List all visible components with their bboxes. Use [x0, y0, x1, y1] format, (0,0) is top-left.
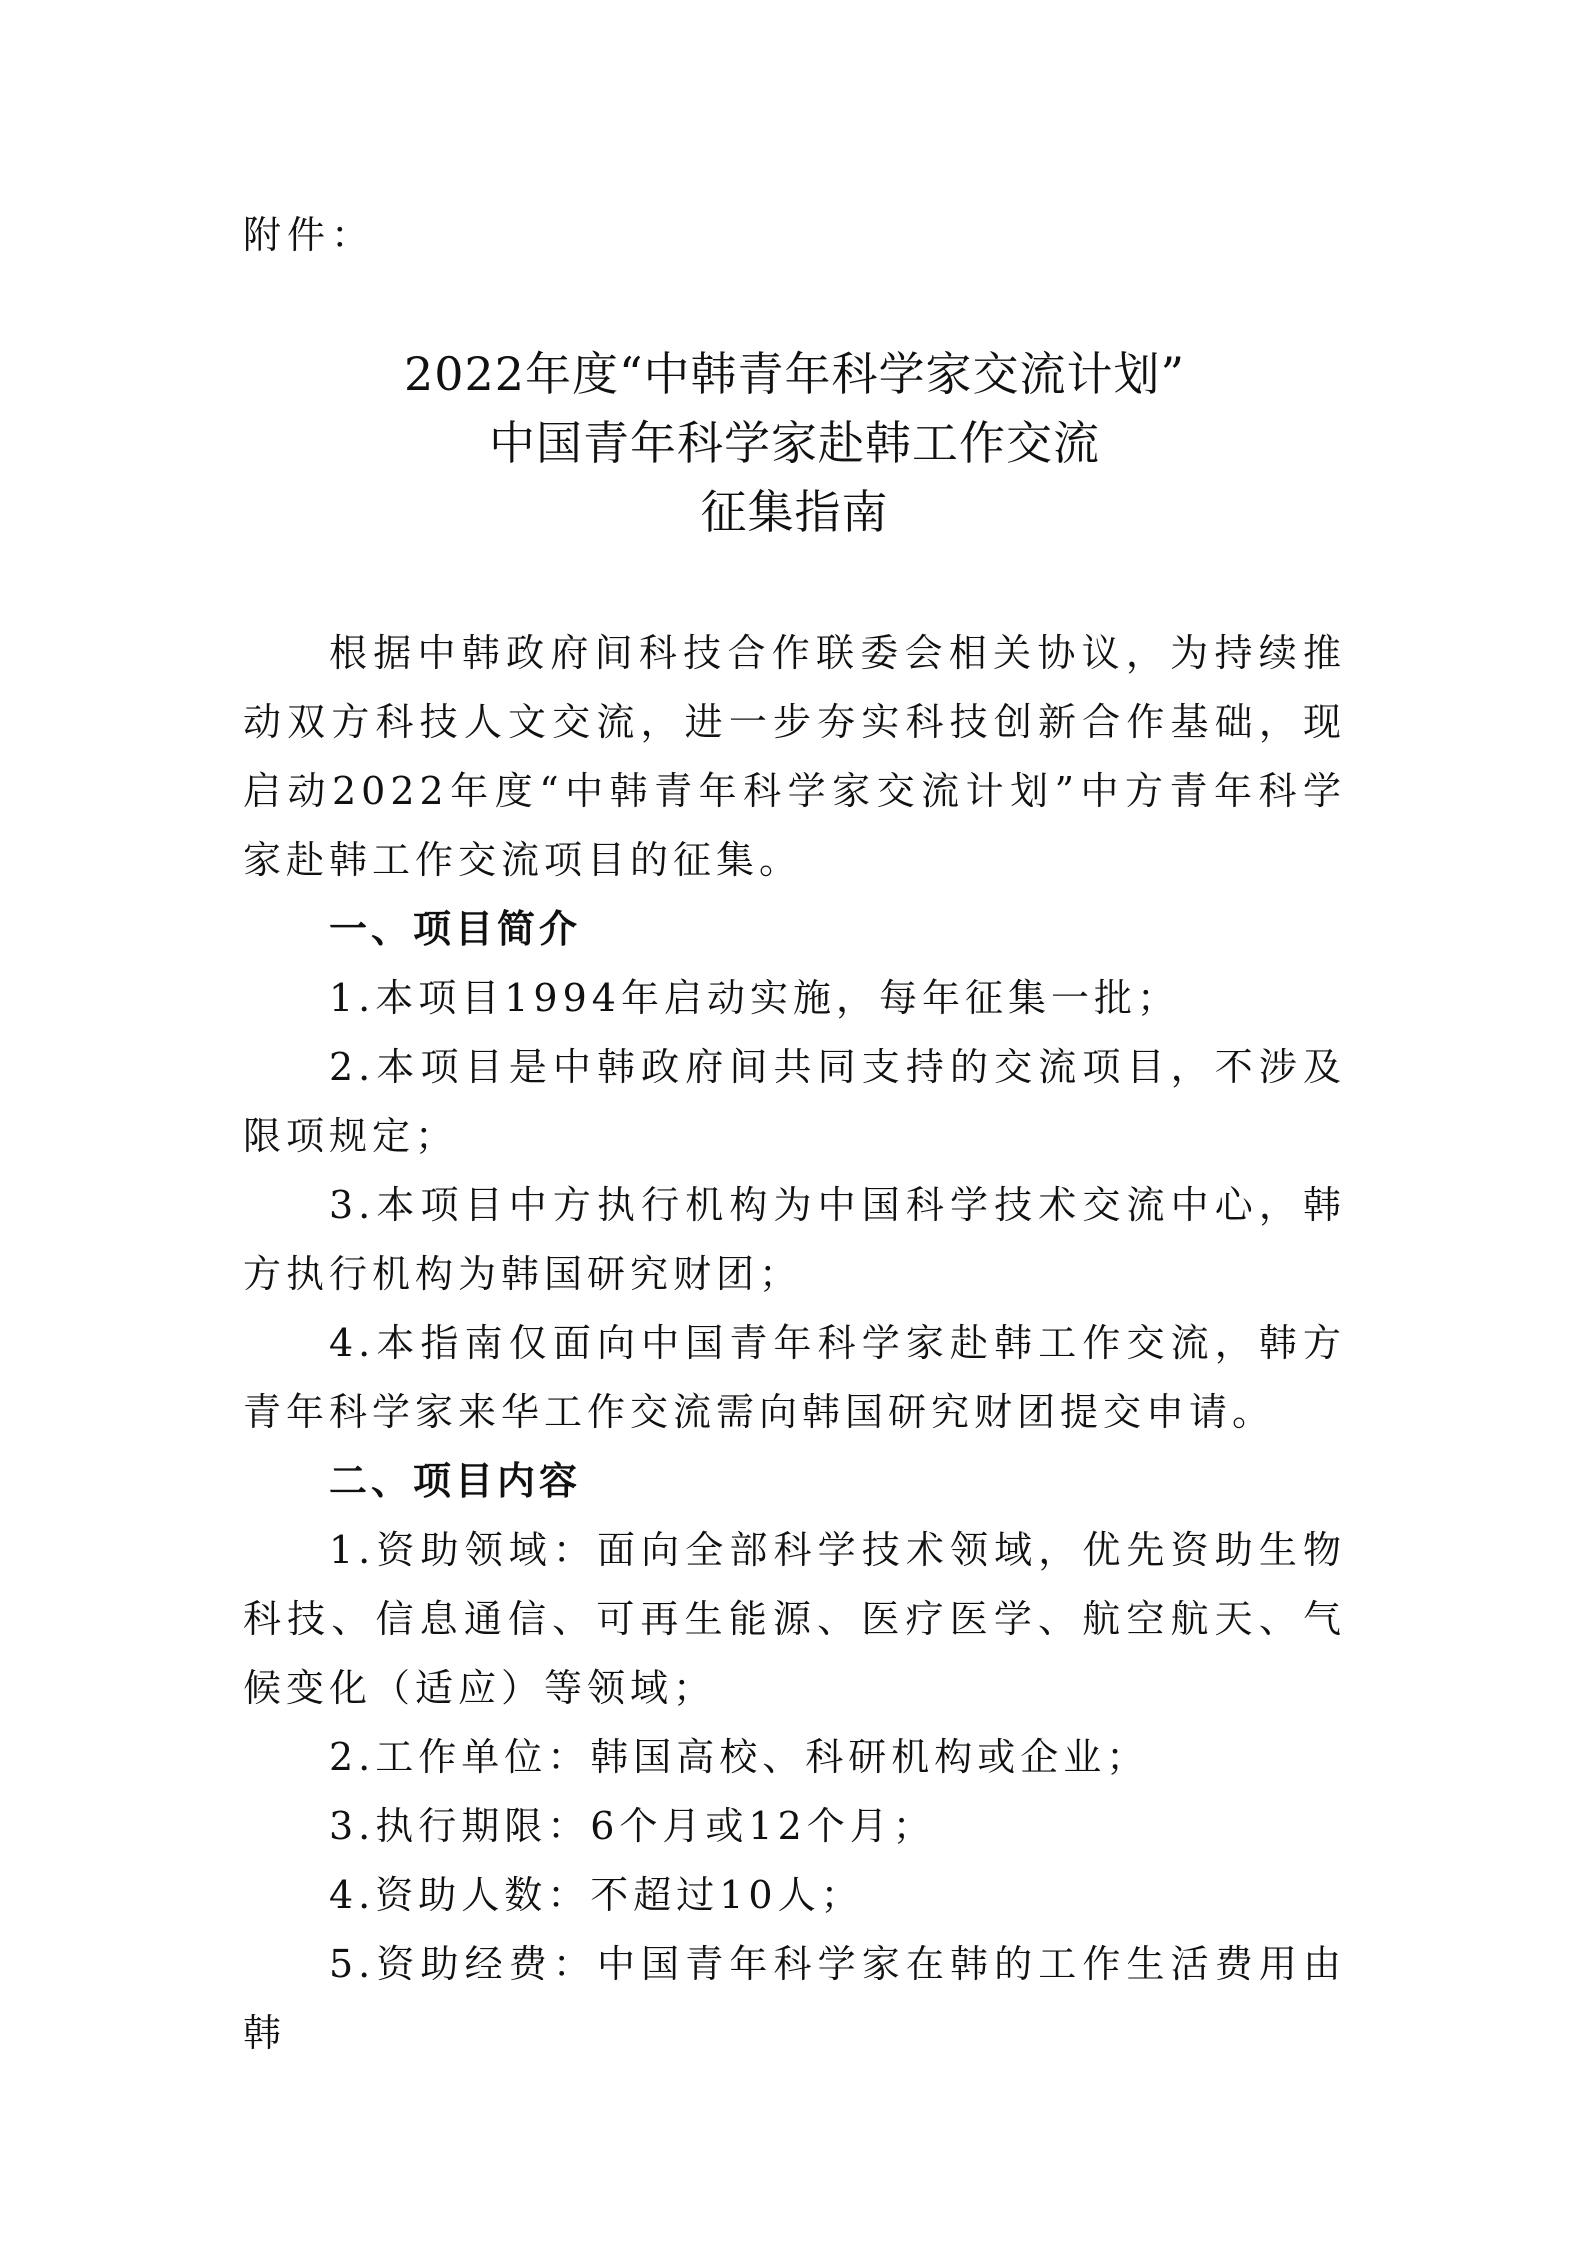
section-2-item-2: 2.工作单位：韩国高校、科研机构或企业； [329, 1735, 1150, 1779]
section-1-item-1: 1.本项目1994年启动实施，每年征集一批； [329, 976, 1180, 1020]
document-body [243, 619, 1346, 2068]
section-2-item-5: 5.资助经费：中国青年科学家在韩的工作生活费用由韩 [243, 1942, 1346, 2055]
section-2-item-3: 3.执行期限：6个月或12个月； [329, 1804, 936, 1848]
title-line-3: 征集指南 [700, 485, 889, 539]
section-1-item-2: 2.本项目是中韩政府间共同支持的交流项目，不涉及限项规定； [243, 1045, 1346, 1158]
attachment-label: 附件： [243, 213, 376, 257]
section-2-item-1: 1.资助领域：面向全部科学技术领域，优先资助生物科技、信息通信、可再生能源、医疗医学、航空航天、气候变化（适应）等领域； [243, 1528, 1346, 1710]
section-1-heading: 一、项目简介 [329, 907, 582, 951]
section-1-item-3: 3.本项目中方执行机构为中国科学技术交流中心，韩方执行机构为韩国研究财团； [243, 1183, 1346, 1296]
section-2-item-4: 4.资助人数：不超过10人； [329, 1873, 864, 1917]
intro-paragraph: 根据中韩政府间科技合作联委会相关协议，为持续推动双方科技人文交流，进一步夯实科技创新合作基础，现启动2022年度“中韩青年科学家交流计划”中方青年科学家赴韩工作交流项目的征集。 [243, 631, 1346, 882]
title-line-1: 2022年度“中韩青年科学家交流计划” [403, 347, 1186, 401]
section-2-heading: 二、项目内容 [329, 1459, 582, 1503]
title-line-2: 中国青年科学家赴韩工作交流 [489, 416, 1100, 470]
section-1-item-4: 4.本指南仅面向中国青年科学家赴韩工作交流，韩方青年科学家来华工作交流需向韩国研究财团提交申请。 [243, 1321, 1346, 1434]
